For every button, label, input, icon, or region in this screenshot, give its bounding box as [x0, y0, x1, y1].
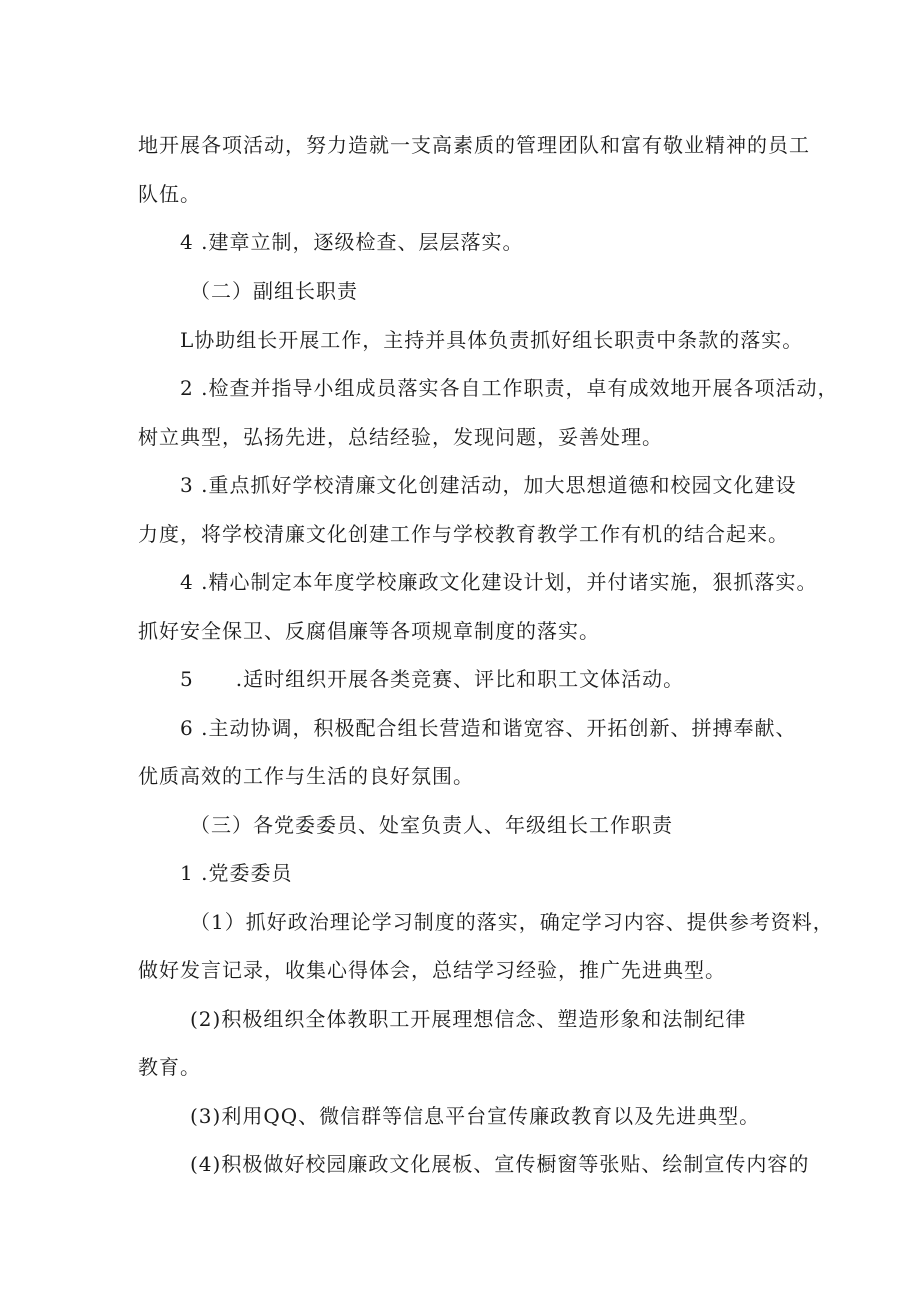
body-text-line: 队伍。 [138, 182, 201, 206]
list-item-text: 5 .适时组织开展各类竞赛、评比和职工文体活动。 [180, 667, 685, 691]
list-item-text: (4)积极做好校园廉政文化展板、宣传橱窗等张贴、绘制宣传内容的 [190, 1152, 810, 1176]
list-item-text: （1）抓好政治理论学习制度的落实，确定学习内容、提供参考资料， [190, 910, 834, 934]
subsection-heading: 1 .党委委员 [180, 861, 293, 885]
list-item-text: 2 .检查并指导小组成员落实各自工作职责，卓有成效地开展各项活动， [180, 376, 839, 400]
list-item-text: 3 .重点抓好学校清廉文化创建活动，加大思想道德和校园文化建设 [180, 473, 797, 497]
body-text-line: 优质高效的工作与生活的良好氛围。 [138, 764, 474, 788]
list-item-text: (3)利用QQ、微信群等信息平台宣传廉政教育以及先进典型。 [190, 1104, 761, 1128]
list-item-text: 4 .精心制定本年度学校廉政文化建设计划，并付诸实施，狠抓落实。 [180, 570, 818, 594]
list-item-text: 4 .建章立制，逐级检查、层层落实。 [180, 230, 524, 254]
body-text-line: 做好发言记录，收集心得体会，总结学习经验，推广先进典型。 [138, 958, 726, 982]
body-text-line: 地开展各项活动，努力造就一支高素质的管理团队和富有敬业精神的员工 [138, 133, 810, 157]
section-heading: （三）各党委委员、处室负责人、年级组长工作职责 [190, 813, 673, 837]
section-heading: （二）副组长职责 [190, 279, 358, 303]
list-item-text: L协助组长开展工作，主持并具体负责抓好组长职责中条款的落实。 [180, 328, 804, 352]
list-item-text: 6 .主动协调，积极配合组长营造和谐宽容、开拓创新、拼搏奉献、 [180, 716, 797, 740]
body-text-line: 抓好安全保卫、反腐倡廉等各项规章制度的落实。 [138, 619, 600, 643]
list-item-text: (2)积极组织全体教职工开展理想信念、塑造形象和法制纪律 [190, 1007, 747, 1031]
body-text-line: 力度，将学校清廉文化创建工作与学校教育教学工作有机的结合起来。 [138, 522, 789, 546]
body-text-line: 教育。 [138, 1055, 201, 1079]
body-text-line: 树立典型，弘扬先进，总结经验，发现问题，妥善处理。 [138, 425, 663, 449]
